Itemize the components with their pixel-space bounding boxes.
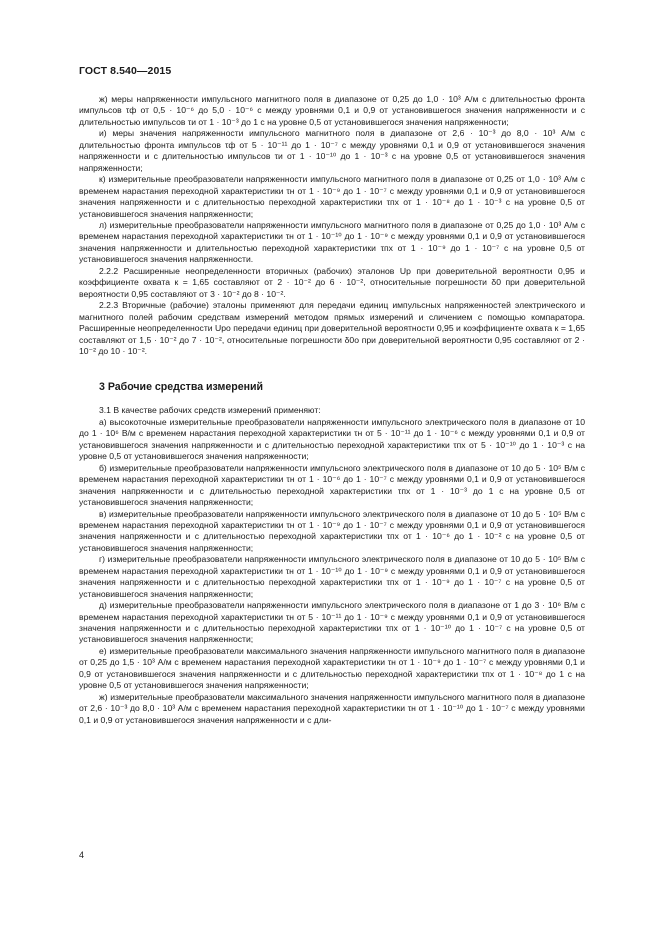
document-body bbox=[79, 94, 585, 726]
section-title: 3 Рабочие средства измерений bbox=[99, 381, 264, 394]
paragraph-2-2-2: 2.2.2 Расширенные неопределенности вторичных (рабочих) эталонов Uр при доверительной вероятности 0,95 и коэффициенте охвата к = 1,65 составляют от 2 · 10⁻² до 6 · 10⁻², относительные погрешности δ0 при доверительной вероятности 0,95 составляют от 3 · 10⁻² до 8 · 10⁻². bbox=[79, 265, 585, 299]
paragraph-k-converters: к) измерительные преобразователи напряженности импульсного магнитного поля в диапазоне от 0,25 от 1,0 · 10³ А/м с временем нарастания переходной характеристики τн от 1 · 10⁻⁹ до 1 · 10⁻⁷ с между уровнями 0,1 и 0,9 от установившегося значения напряженности и с длительностью переходной характеристики τпх от 1 · 10⁻⁸ до 1 · 10⁻³ с на уровне 0,5 от установившегося значения напряженности; bbox=[79, 174, 585, 219]
paragraph-zh-measures: ж) меры напряженности импульсного магнитного поля в диапазоне от 0,25 до 1,0 · 10³ А/м с длительностью фронта импульсов τф от 0,5 · 10⁻⁶ до 5,0 · 10⁻⁶ с между уровнями 0,1 и 0,9 от установившегося значения напряженности и с длительностью импульсов τи от 1 · 10⁻³ до 1 с на уровне 0,5 от установившегося значения напряженности; bbox=[79, 94, 585, 127]
list-item-a: а) высокоточные измерительные преобразователи напряженности импульсного электрического поля в диапазоне от 10 до 1 · 10⁶ В/м с временем нарастания переходной характеристики τн от 5 · 10⁻¹¹ до 1 · 10⁻⁶ с между уровнями 0,1 и 0,9 от установившегося значения напряженности и с длительностью переходной характеристики τпх от 5 · 10⁻¹⁰ до 1 · 10⁻³ с на уровне 0,5 от установившегося значения напряженности; bbox=[79, 416, 585, 462]
list-item-b: б) измерительные преобразователи напряженности импульсного электрического поля в диапазоне от 10 до 5 · 10⁵ В/м с временем нарастания переходной характеристики τн от 1 · 10⁻⁶ до 1 · 10⁻⁷ с между уровнями 0,1 и 0,9 от установившегося значения напряженности и с длительностью переходной характеристики τпх от 1 · 10⁻³ до 1 с на уровне 0,5 от установившегося значения напряженности; bbox=[79, 462, 585, 508]
list-item-e: е) измерительные преобразователи максимального значения напряженности импульсного магнитного поля в диапазоне от 0,25 до 1,5 · 10³ А/м с временем нарастания переходной характеристики τн от 1 · 10⁻⁹ до 1 · 10⁻⁷ с между уровнями 0,1 и 0,9 от установившегося значения напряженности и с длительностью переходной характеристики τпх от 1 · 10⁻⁸ до 1 с на уровне 0,5 от установившегося значения напряженности; bbox=[79, 645, 585, 691]
paragraph-2-2-3: 2.2.3 Вторичные (рабочие) эталоны применяют для передачи единиц импульсных напряженностей электрического и магнитного полей рабочим средствам измерений методом прямых измерений и сличением с помощью компаратора. Расширенные неопределенности Uро передачи единиц при доверительной вероятности 0,95 и коэффициенте охвата к = 1,65 составляют от 1,5 · 10⁻² до 7 · 10⁻², относительные погрешности δ0о при доверительной вероятности 0,95 составляют от 2 · 10⁻² до 10 · 10⁻². bbox=[79, 300, 585, 356]
paragraph-l-converters: л) измерительные преобразователи напряженности импульсного магнитного поля в диапазоне от 0,25 до 1,0 · 10³ А/м с временем нарастания переходной характеристики τн от 1 · 10⁻¹⁰ до 1 · 10⁻⁹ с между уровнями 0,1 и 0,9 от установившегося значения напряженности и длительностью переходной характеристики τпх от 1 · 10⁻⁹ до 1 · 10⁻⁷ с на уровне 0,5 от установившегося значения напряженности. bbox=[79, 219, 585, 265]
list-item-v: в) измерительные преобразователи напряженности импульсного электрического поля в диапазоне от 10 до 5 · 10⁵ В/м с временем нарастания переходной характеристики τн от 1 · 10⁻⁹ до 1 · 10⁻⁷ с между уровнями 0,1 и 0,9 от установившегося значения напряженности и с длительностью переходной характеристики τпх от 1 · 10⁻⁶ до 1 · 10⁻² с на уровне 0,5 от установившегося значения напряженности; bbox=[79, 508, 585, 553]
page-number: 4 bbox=[79, 850, 85, 860]
paragraph-3-1: 3.1 В качестве рабочих средств измерений применяют: bbox=[99, 405, 321, 416]
document-header: ГОСТ 8.540—2015 bbox=[79, 65, 172, 77]
paragraph-i-measures: и) меры значения напряженности импульсного магнитного поля в диапазоне от 2,6 · 10⁻³ до 8,0 · 10³ А/м с длительностью фронта импульсов τф от 5 · 10⁻¹¹ до 1 · 10⁻⁷ с между уровнями 0,1 и 0,9 от установившегося значения напряженности и с длительностью импульсов τи от 1 · 10⁻¹⁰ до 1 · 10⁻³ с на уровне 0,5 от установившегося значения напряженности; bbox=[79, 128, 585, 173]
section-spacer bbox=[79, 357, 585, 381]
list-item-g: г) измерительные преобразователи напряженности импульсного электрического поля в диапазоне от 10 до 5 · 10⁵ В/м с временем нарастания переходной характеристики τн от 1 · 10⁻¹⁰ до 1 · 10⁻⁹ с между уровнями 0,1 и 0,9 от установившегося значения напряженности и с длительностью переходной характеристики τпх от 1 · 10⁻⁹ до 1 · 10⁻⁷ с на уровне 0,5 от установившегося значения напряженности; bbox=[79, 554, 585, 599]
list-item-d: д) измерительные преобразователи напряженности импульсного электрического поля в диапазоне от 1 до 3 · 10⁶ В/м с временем нарастания переходной характеристики τн от 5 · 10⁻¹¹ до 1 · 10⁻⁹ с между уровнями 0,1 и 0,9 от установившегося значения напряженности и с длительностью переходной характеристики τпх от 1 · 10⁻¹⁰ до 1 · 10⁻⁷ с на уровне 0,5 от установившегося значения напряженности; bbox=[79, 600, 585, 645]
list-item-zh: ж) измерительные преобразователи максимального значения напряженности импульсного магнитного поля в диапазоне от 2,6 · 10⁻³ до 8,0 · 10³ А/м с временем нарастания переходной характеристики τн от 1 · 10⁻¹⁰ до 1 · 10⁻⁷ с между уровнями 0,1 и 0,9 от установившегося значения напряженности и с дли- bbox=[79, 691, 585, 725]
